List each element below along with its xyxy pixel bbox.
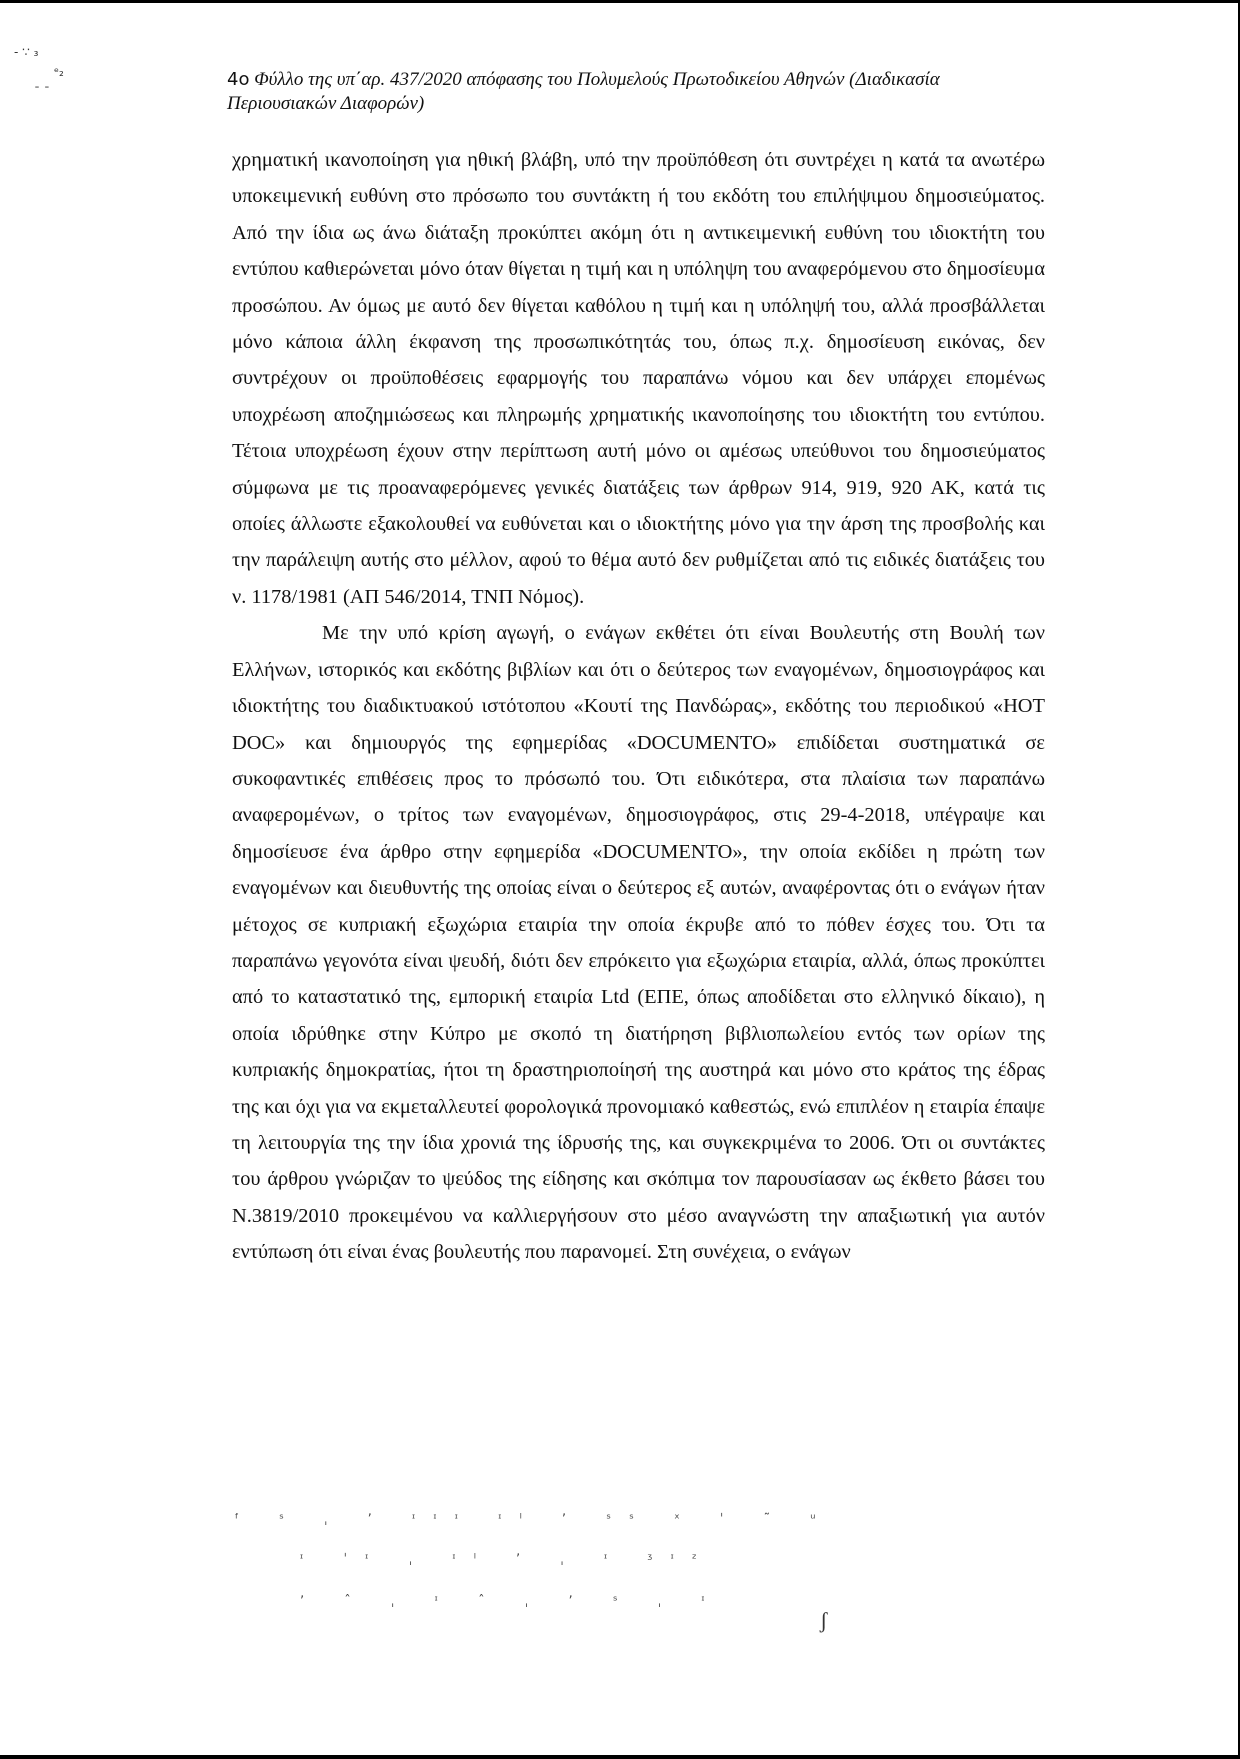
scan-noise: ᶦ ˈᶦ ˌ ᶦˡ ʼ ˌ ᶦ ᶾᶦᶻ bbox=[300, 1552, 715, 1567]
header-line-2: Περιουσιακών Διαφορών) bbox=[227, 93, 425, 114]
paragraph: χρηματική ικανοποίηση για ηθική βλάβη, υπό την προϋπόθεση ότι συντρέχει η κατά τα ανωτέρω υποκειμενική ευθύνη στο πρόσωπο του συντάκτη ή του εκδότη του επιλήψιμου δημοσιεύματος. Από την ίδια ως άνω διάταξη προκύπτει ακόμη ότι η αντικειμενική ευθύνη του ιδιοκτήτη του εντύπου καθιερώνεται μόνο όταν θίγεται η τιμή και η υπόληψη του αναφερόμενου στο δημοσίευμα προσώπου. Αν όμως με αυτό δεν θίγεται καθόλου η τιμή και η υπόληψή του, αλλά προσβάλλεται μόνο κάποια άλλη έκφανση της προσωπικότητάς του, όπως π.χ. δημοσίευση εικόνας, δεν συντρέχουν οι προϋποθέσεις εφαρμογής του παραπάνω νόμου και δεν υπάρχει επομένως υποχρέωση αποζημιώσεως και πληρωμής χρηματικής ικανοποίησης του ιδιοκτήτη του εντύπου. Τέτοια υποχρέωση έχουν στην περίπτωση αυτή μόνο οι αμέσως υπεύθυνοι του δημοσιεύματος σύμφωνα με τις προαναφερόμενες γενικές διατάξεις των άρθρων 914, 919, 920 ΑΚ, κατά τις οποίες άλλωστε εξακολουθεί να ευθύνεται και ο ιδιοκτήτης μόνο για την άρση της προσβολής και την παράλειψη αυτής στο μέλλον, αφού το θέμα αυτό δεν ρυθμίζεται από τις ειδικές διατάξεις του ν. 1178/1981 (ΑΠ 546/2014, ΤΝΠ Νόμος). bbox=[232, 149, 1045, 608]
header-line-1: Φύλλο της υπ΄αρ. 437/2020 απόφασης του Πολυμελούς Πρωτοδικείου Αθηνών (Διαδικασία bbox=[254, 69, 940, 90]
scan-noise: ʼ ˆ ˌ ᶦ ˆ ˌ ʼ ˢ ˌ ᶦ bbox=[300, 1594, 723, 1609]
scan-border-bottom bbox=[0, 1755, 1240, 1759]
margin-mark: ᵉ₂ bbox=[54, 65, 64, 79]
scan-border-top bbox=[0, 0, 1240, 3]
margin-scan-marks bbox=[14, 42, 144, 102]
page-header bbox=[227, 68, 1047, 116]
sheet-number: 4ο bbox=[227, 69, 250, 90]
margin-mark: ¯ ¯ bbox=[34, 85, 50, 99]
handwritten-mark: ʃ bbox=[820, 1608, 828, 1633]
document-body bbox=[232, 142, 1045, 1271]
scan-noise: ᶠ ˢ ˌ ʼ ᶦᶦᶦ ᶦˡ ʼ ˢˢ ˣ ˈ ˜ ᵘ bbox=[235, 1512, 834, 1527]
margin-mark: - ∵ ₃ bbox=[14, 45, 39, 59]
paragraph: Με την υπό κρίση αγωγή, ο ενάγων εκθέτει ότι είναι Βουλευτής στη Βουλή των Ελλήνων, ιστορικός και εκδότης βιβλίων και ότι ο δεύτερος των εναγομένων, δημοσιογράφος και ιδιοκτήτης του διαδικτυακού ιστότοπου «Κουτί της Πανδώρας», εκδότης του περιοδικού «HOT DOC» και δημιουργός της εφημερίδας «DOCUMENTO» επιδίδεται συστηματικά σε συκοφαντικές επιθέσεις προς το πρόσωπό του. Ότι ειδικότερα, στα πλαίσια των παραπάνω αναφερομένων, ο τρίτος των εναγομένων, δημοσιογράφος, στις 29-4-2018, υπέγραψε και δημοσίευσε ένα άρθρο στην εφημερίδα «DOCUMENTO», την οποία εκδίδει η πρώτη των εναγομένων και διευθυντής της οποίας είναι ο δεύτερος εξ αυτών, αναφέροντας ότι ο ενάγων ήταν μέτοχος σε κυπριακή εξωχώρια εταιρία την οποία έκρυβε από το πόθεν έσχες του. Ότι τα παραπάνω γεγονότα είναι ψευδή, διότι δεν επρόκειτο για εξωχώρια εταιρία, αλλά, όπως προκύπτει από το καταστατικό της, εμπορική εταιρία Ltd (ΕΠΕ, όπως αποδίδεται στο ελληνικό δίκαιο), η οποία ιδρύθηκε στην Κύπρο με σκοπό τη διατήρηση βιβλιοπωλείου εντός των ορίων της κυπριακής δημοκρατίας, ήτοι τη δραστηριοποίησή της αυστηρά και μόνο στο κράτος της έδρας της και όχι για να εκμεταλλευτεί φορολογικά προνομιακό καθεστώς, ενώ επιπλέον η εταιρία έπαψε τη λειτουργία της την ίδια χρονιά της ίδρυσής της, και συγκεκριμένα το 2006. Ότι οι συντάκτες του άρθρου γνώριζαν το ψεύδος της είδησης και σκόπιμα τον παρουσίασαν ως έκθετο βάσει του Ν.3819/2010 προκειμένου να καλλιεργήσουν στο μέσο αναγνώστη την απαξιωτική για αυτόν εντύπωση ότι είναι ένας βουλευτής που παρανομεί. Στη συνέχεια, ο ενάγων bbox=[232, 622, 1045, 1264]
